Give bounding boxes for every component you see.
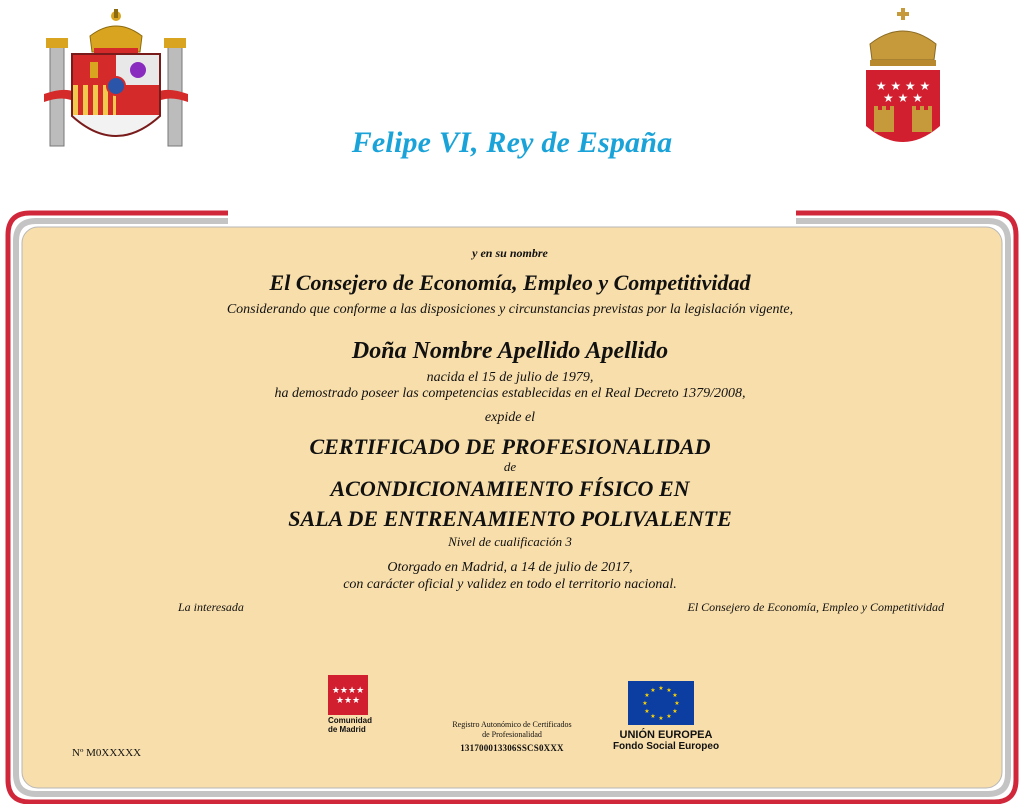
- registro-code: 131700013306SSCS0XXX: [460, 743, 564, 753]
- union-europea-logo: [611, 681, 721, 761]
- granted-text: Otorgado en Madrid, a 14 de julio de 2017,: [387, 560, 633, 575]
- svg-text:★: ★: [650, 687, 656, 694]
- comunidad-label-line-1: Comunidad: [328, 716, 372, 725]
- svg-text:★: ★: [658, 715, 664, 722]
- svg-text:★: ★: [642, 700, 648, 707]
- eu-text: [611, 729, 721, 753]
- registro-block: [432, 720, 592, 753]
- issuer-title: El Consejero de Economía, Empleo y Competitividad: [269, 270, 751, 295]
- page-title: Felipe VI, Rey de España: [351, 126, 673, 159]
- svg-text:★: ★: [672, 692, 678, 699]
- registro-line-2: de Profesionalidad: [482, 730, 542, 739]
- svg-text:★: ★: [672, 708, 678, 715]
- competencias-text: ha demostrado poseer las competencias establecidas en el Real Decreto 1379/2008,: [274, 386, 746, 401]
- svg-text:★: ★: [644, 692, 650, 699]
- svg-text:★: ★: [666, 713, 672, 720]
- certificate-number: Nº M0XXXXX: [72, 747, 142, 759]
- svg-text:★★★: ★★★: [335, 696, 361, 706]
- svg-text:★: ★: [666, 687, 672, 694]
- expide-text: expide el: [484, 410, 536, 425]
- de-text: de: [503, 459, 517, 474]
- considerando-text: Considerando que conforme a las disposiciones y circunstancias previstas por la legislación vigente,: [226, 302, 794, 317]
- svg-text:★: ★: [650, 713, 656, 720]
- comunidad-de-madrid-logo: [328, 675, 372, 737]
- eu-flag-icon: [628, 681, 694, 725]
- svg-text:★: ★: [644, 708, 650, 715]
- signature-right-label: El Consejero de Economía, Empleo y Competitividad: [687, 600, 944, 614]
- comunidad-label: [328, 716, 374, 734]
- svg-text:★: ★: [658, 685, 664, 692]
- svg-text:★★★★: ★★★★: [331, 686, 365, 696]
- birth-date: nacida el 15 de julio de 1979,: [426, 370, 594, 385]
- specialty-line-2: SALA DE ENTRENAMIENTO POLIVALENTE: [288, 506, 732, 531]
- comunidad-de-madrid-stars-icon: [328, 675, 368, 715]
- svg-text:★: ★: [674, 700, 680, 707]
- qualification-level: Nivel de cualificación 3: [448, 534, 572, 549]
- certificate-type: CERTIFICADO DE PROFESIONALIDAD: [309, 434, 711, 459]
- recipient-name: Doña Nombre Apellido Apellido: [351, 338, 669, 364]
- specialty-line-1: ACONDICIONAMIENTO FÍSICO EN: [330, 476, 690, 501]
- svg-text:★ ★ ★: ★ ★ ★: [883, 91, 923, 105]
- svg-text:★ ★ ★ ★: ★ ★ ★ ★: [875, 79, 931, 93]
- eu-title: UNIÓN EUROPEA: [619, 729, 713, 741]
- intro-text: y en su nombre: [472, 246, 548, 260]
- validity-text: con carácter oficial y validez en todo el territorio nacional.: [343, 577, 677, 592]
- registro-line-1: Registro Autonómico de Certificados: [452, 720, 572, 729]
- eu-subtitle: Fondo Social Europeo: [612, 741, 720, 752]
- comunidad-label-line-2: de Madrid: [328, 725, 366, 734]
- signature-left-label: La interesada: [178, 600, 244, 614]
- certificate-body: [30, 236, 990, 791]
